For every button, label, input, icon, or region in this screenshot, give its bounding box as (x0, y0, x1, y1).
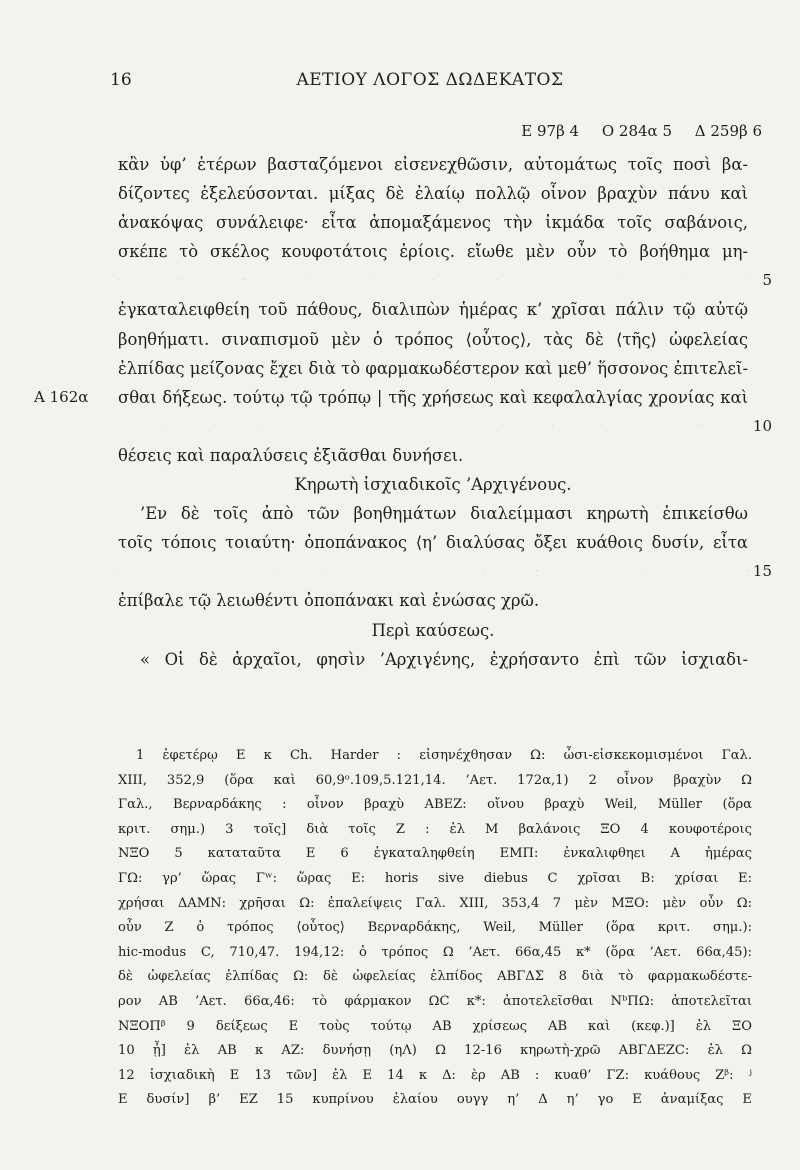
text-line (118, 441, 748, 470)
apparatus-line: ΝΞΟ 5 καταταῦτα E 6 ἐγκαταληφθείη ΕΜΠ: ἐνκαλιφθηει A ἡμέρας (118, 846, 752, 862)
apparatus-line: ρον AB ’Αετ. 66α,46: τὸ φάρμακον ΩC κ*: ἀποτελεῖσθαι ΝᵇΠΩ: ἀποτελεῖται (118, 993, 752, 1009)
text-line-content: Περὶ καύσεως. (371, 620, 495, 640)
page-number: 16 (110, 70, 132, 90)
apparatus-line: 1 ἐφετέρῳ E κ Ch. Harder : εἰσηνέχθησαν Ω: ὦσι-εἰσκεκομισμένοι Γαλ. (136, 748, 752, 763)
apparatus-line: Γαλ., Βερναρδάκης : οἶνον βραχὺ ABEZ: οἴνου βραχὺ Weil, Müller (ὅρα (118, 797, 752, 813)
text-line (34, 383, 748, 412)
text-line-content: σθαι δήξεως. τούτῳ τῷ τρόπῳ | τῆς χρήσεως καὶ κεφαλαλγίας χρονίας καὶ (118, 387, 748, 407)
critical-apparatus (118, 744, 752, 1113)
text-line-content: σκέπε τὸ σκέλος κουφοτάτοις ἐρίοις. εἴωθε μὲν οὖν τὸ βοήθημα μη- (118, 242, 748, 262)
text-line (118, 325, 748, 354)
text-line-content: « Οἱ δὲ ἀρχαῖοι, φησὶν ’Αρχιγένης, ἐχρήσαντο ἐπὶ τῶν ἰσχιαδι- (140, 649, 748, 669)
section-heading (118, 616, 748, 645)
line-number: 10 (752, 416, 772, 435)
text-line-content: ἐγκαταλειφθείη τοῦ πάθους, διαλιπὼν ἡμέρας κ’ χρῖσαι πάλιν τῷ αὐτῷ (118, 300, 748, 320)
text-line-content: τοῖς τόποις τοιαύτη· ὀποπάνακος ⟨η’ διαλύσας ὄξει κυάθοις δυσίν, εἶτα (118, 533, 748, 553)
text-line (118, 645, 748, 674)
text-line-content: ’Εν δὲ τοῖς ἀπὸ τῶν βοηθημάτων διαλείμμασι κηρωτὴ ἐπικείσθω (140, 504, 748, 524)
siglum: E 97β 4 (521, 122, 580, 140)
manuscript-sigla (503, 122, 762, 140)
text-line-content: θέσεις καὶ παραλύσεις ἐξιᾶσθαι δυνήσει. (118, 445, 464, 465)
apparatus-line: κριτ. σημ.) 3 τοῖς] διὰ τοῖς Z : ἐλ M βαλάνοις ΞΟ 4 κουφοτέροις (118, 821, 752, 837)
main-text (34, 150, 772, 674)
text-line-content: κἂν ὑφ’ ἑτέρων βασταζόμενοι εἰσενεχθῶσιν, αὐτομάτως τοῖς ποσὶ βα- (118, 155, 748, 174)
text-line (118, 295, 748, 324)
apparatus-line: ΓΩ: γρ’ ὥρας Γʷ: ὥρας E: horis sive diebus C χρῖσαι B: χρίσαι E: (118, 870, 752, 886)
apparatus-line: οὖν Z ὁ τρόπος ⟨οὗτος⟩ Βερναρδάκης, Weil, Müller (ὅρα κριτ. σημ.): (118, 920, 752, 936)
text-line (118, 586, 748, 615)
text-line-content: ἐλπίδας μείζονας ἔχει διὰ τὸ φαρμακωδέστερον καὶ μεθ’ ἥσσονος ἐπιτελεῖ- (118, 358, 748, 378)
running-title: ΑΕΤΙΟΥ ΛΟΓΟΣ ΔΩΔΕΚΑΤΟΣ (296, 70, 564, 90)
text-line (118, 208, 748, 237)
text-line (118, 528, 748, 557)
text-line-content: ἀνακόψας συνάλειφε· εἶτα ἀπομαξάμενος τὴν ἰκμάδα τοῖς σαβάνοις, (118, 213, 748, 233)
text-line-content: βοηθήματι. σιναπισμοῦ μὲν ὁ τρόπος ⟨οὗτος⟩, τὰς δὲ ⟨τῆς⟩ ὠφελείας (118, 329, 748, 349)
text-line-content: Κηρωτὴ ἰσχιαδικοῖς ’Αρχιγένους. (294, 475, 572, 495)
text-line (118, 557, 772, 586)
text-line (118, 499, 748, 528)
siglum: O 284α 5 (601, 122, 672, 140)
text-line (118, 266, 772, 295)
apparatus-line: hic-modus C, 710,47. 194,12: ὁ τρόπος Ω ’Αετ. 66α,45 κ* (ὅρα ’Αετ. 66α,45): (118, 944, 752, 960)
line-number: 15 (752, 562, 772, 581)
apparatus-line: δὲ ὠφελείας ἐλπίδας Ω: δὲ ὠφελείας ἐλπίδος ΑΒΓΔΣ 8 διὰ τὸ φαρμακωδέστε- (118, 969, 752, 985)
section-heading (118, 470, 748, 499)
text-line-content: ἐπίβαλε τῷ λειωθέντι ὀποπάνακι καὶ ἑνώσας χρῶ. (118, 591, 540, 611)
apparatus-line: 10 ᾖ] ἐλ AB κ AZ: δυνήσῃ (ηΛ) Ω 12-16 κηρωτὴ-χρῶ ΑΒΓΔΕΖC: ἐλ Ω (118, 1043, 752, 1059)
apparatus-line: ΝΞΟΠᵝ 9 δείξεως E τοὺς τούτῳ AB χρίσεως AB καὶ (κεφ.)] ἐλ ΞΟ (118, 1018, 752, 1034)
apparatus-line: E δυσίν] β’ EZ 15 κυπρίνου ἐλαίου ουγγ η’ Δ η’ γο E ἀναμίξας E (118, 1092, 752, 1108)
margin-reference: A 162α (34, 387, 89, 406)
text-line (118, 179, 748, 208)
text-line (118, 412, 772, 441)
page-header (110, 68, 750, 98)
line-number: 5 (762, 271, 772, 290)
siglum: Δ 259β 6 (694, 122, 762, 140)
text-line-content: δίζοντες ἐξελεύσονται. μίξας δὲ ἐλαίῳ πολλῷ οἶνον βραχὺν πάνυ καὶ (118, 184, 748, 204)
apparatus-line: 12 ἰσχιαδικὴ E 13 τῶν] ἐλ E 14 κ Δ: ὲρ AB : κυαθ’ ΓΖ: κυάθους Zᵝ: ʲ (118, 1067, 752, 1083)
text-line (118, 150, 748, 179)
apparatus-line: XIII, 352,9 (ὅρα καὶ 60,9ᵒ.109,5.121,14. ’Αετ. 172α,1) 2 οἶνον βραχὺν Ω (118, 772, 752, 788)
text-line (118, 354, 748, 383)
apparatus-line: χρήσαι ΔΑΜΝ: χρῆσαι Ω: ἐπαλείψεις Γαλ. XIII, 353,4 7 μὲν ΜΞΟ: μὲν οὖν Ω: (118, 895, 752, 911)
text-line (118, 237, 748, 266)
